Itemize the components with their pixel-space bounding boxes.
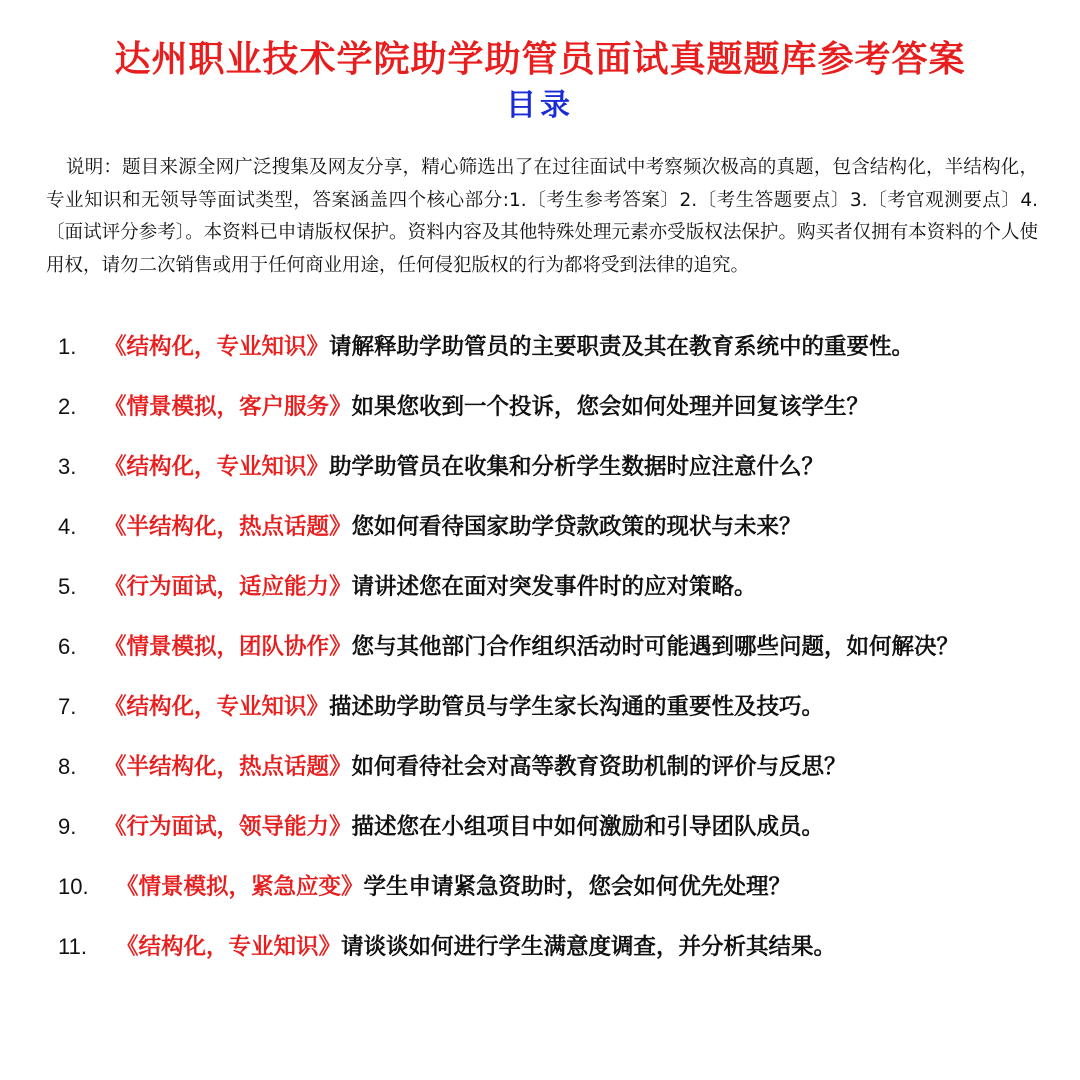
question-text: 您如何看待国家助学贷款政策的现状与未来？ [351,514,802,540]
question-item [46,506,1056,548]
question-item [46,566,1056,608]
question-number: 5. [58,574,77,599]
question-number: 10. [58,874,89,899]
document-title: 达州职业技术学院助学助管员面试真题题库参考答案 [114,39,966,81]
question-category: 《半结构化，热点话题》 [104,514,352,540]
question-text: 您与其他部门合作组织活动时可能遇到哪些问题，如何解决？ [351,634,960,660]
question-category: 《情景模拟，紧急应变》 [116,874,364,900]
question-text: 描述助学助管员与学生家长沟通的重要性及技巧。 [329,694,825,720]
question-text: 如果您收到一个投诉，您会如何处理并回复该学生？ [351,394,870,420]
question-number: 3. [58,454,77,479]
question-text: 如何看待社会对高等教育资助机制的评价与反思？ [351,754,847,780]
question-category: 《情景模拟，客户服务》 [104,394,352,420]
question-item [46,926,1056,968]
question-item [46,446,1056,488]
question-category: 《结构化，专业知识》 [104,334,330,360]
question-text: 助学助管员在收集和分析学生数据时应注意什么？ [329,454,825,480]
question-text: 请讲述您在面对突发事件时的应对策略。 [351,574,757,600]
question-item [46,746,1056,788]
question-item [46,806,1056,848]
question-category: 《半结构化，热点话题》 [104,754,352,780]
question-category: 《情景模拟，团队协作》 [104,634,352,660]
question-list [46,326,1056,986]
question-item [46,866,1056,908]
question-category: 《结构化，专业知识》 [116,934,342,960]
toc-heading: 目录 [506,88,574,123]
question-number: 8. [58,754,77,779]
question-number: 1. [58,334,77,359]
question-number: 2. [58,394,77,419]
question-number: 4. [58,514,77,539]
question-category: 《结构化，专业知识》 [104,454,330,480]
question-item [46,686,1056,728]
question-number: 11. [58,934,87,959]
question-category: 《结构化，专业知识》 [104,694,330,720]
question-number: 7. [58,694,77,719]
intro-paragraph: 说明：题目来源全网广泛搜集及网友分享，精心筛选出了在过往面试中考察频次极高的真题，包含结构化，半结构化，专业知识和无领导等面试类型，答案涵盖四个核心部分:1.〔考生参考答案〕2.〔考生答题要点〕3.〔考官观测要点〕4.〔面试评分参考〕。本资料已申请版权保护。资料内容及其他特殊处理元素亦受版权法保护。购买者仅拥有本资料的个人使用权，请勿二次销售或用于任何商业用途，任何侵犯版权的行为都将受到法律的追究。 [46,157,1038,276]
question-text: 学生申请紧急资助时，您会如何优先处理？ [363,874,792,900]
question-category: 《行为面试，领导能力》 [104,814,352,840]
question-text: 请谈谈如何进行学生满意度调查，并分析其结果。 [341,934,837,960]
question-item [46,626,1056,668]
question-text: 描述您在小组项目中如何激励和引导团队成员。 [351,814,825,840]
question-item [46,386,1056,428]
question-number: 6. [58,634,77,659]
question-text: 请解释助学助管员的主要职责及其在教育系统中的重要性。 [329,334,915,360]
question-number: 9. [58,814,77,839]
question-item [46,326,1056,368]
question-category: 《行为面试，适应能力》 [104,574,352,600]
